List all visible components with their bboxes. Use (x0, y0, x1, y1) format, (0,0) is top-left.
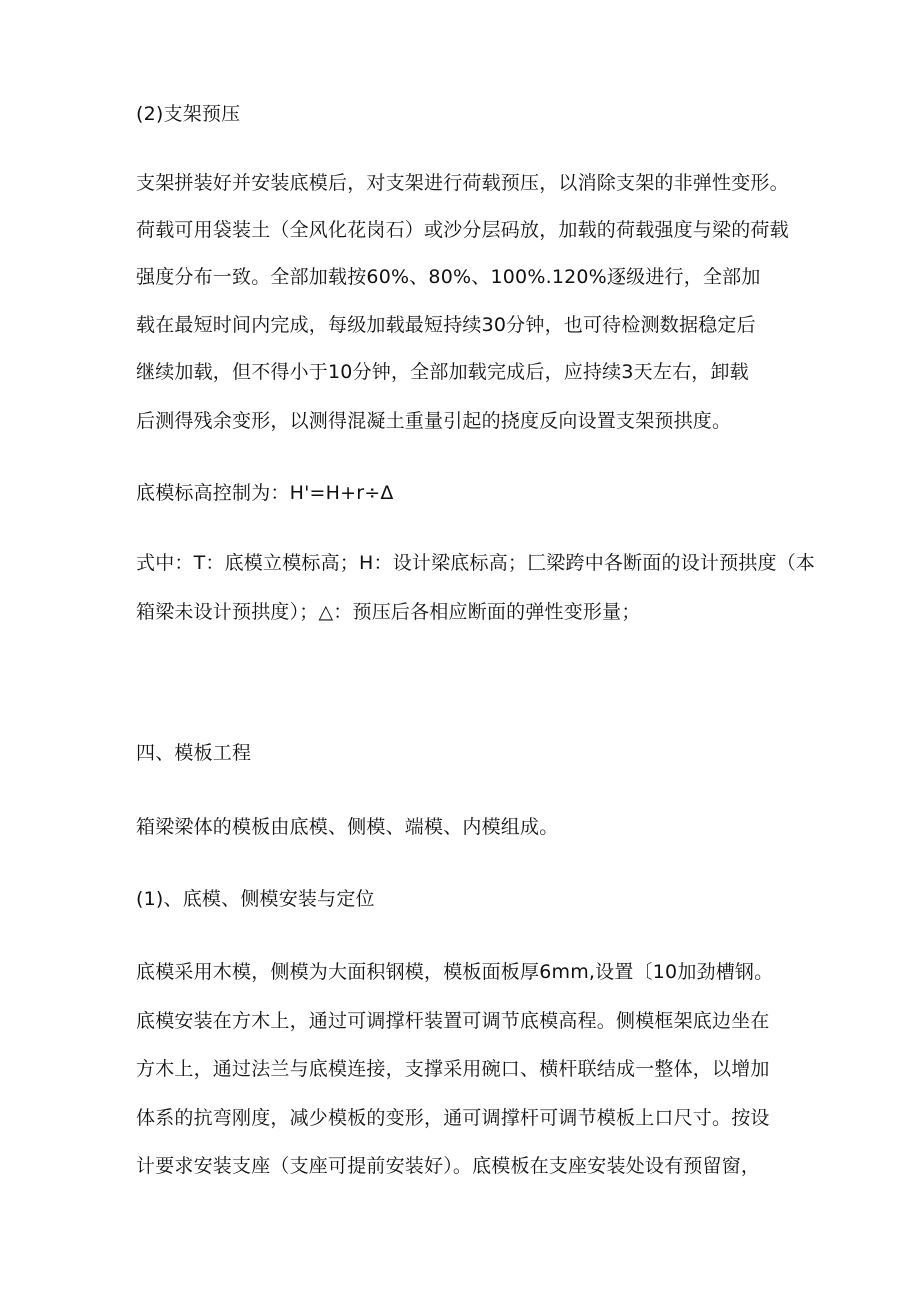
paragraph-line: 强度分布一致。全部加载按60%、80%、100%.120%逐级进行，全部加 (136, 266, 761, 288)
formula-line: 底模标高控制为：H'=H+r÷Δ (136, 482, 394, 504)
intro-paragraph: 箱梁梁体的模板由底模、侧模、端模、内模组成。 (136, 816, 559, 838)
paragraph-line: 载在最短时间内完成，每级加载最短持续30分钟，也可待检测数据稳定后 (136, 314, 756, 336)
paragraph-line: 继续加载，但不得小于10分钟，全部加载完成后，应持续3天左右，卸载 (136, 361, 749, 383)
paragraph-line: 底模采用木模，侧模为大面积钢模，模板面板厚6mm,设置〔10加劲槽钢。 (136, 961, 774, 983)
paragraph-line: 荷载可用袋装土（全风化花岗石）或沙分层码放，加载的荷载强度与梁的荷载 (136, 219, 789, 241)
paragraph-line: 体系的抗弯刚度，减少模板的变形，通可调撑杆可调节模板上口尺寸。按设 (136, 1107, 770, 1129)
subheading-bottom-side-forms: (1)、底模、侧模安装与定位 (136, 888, 375, 910)
section-heading-support-preload: (2)支架预压 (136, 103, 241, 125)
note-line: 式中：T：底模立模标高；H：设计梁底标高；匚梁跨中各断面的设计预拱度（本 (136, 552, 816, 574)
paragraph-line: 支架拼装好并安装底模后，对支架进行荷载预压，以消除支架的非弹性变形。 (136, 172, 789, 194)
note-line: 箱梁未设计预拱度）；△：预压后各相应断面的弹性变形量； (136, 601, 641, 623)
paragraph-line: 底模安装在方木上，通过可调撑杆装置可调节底模高程。侧模框架底边坐在 (136, 1010, 770, 1032)
paragraph-line: 方木上，通过法兰与底模连接，支撑采用碗口、横杆联结成一整体，以增加 (136, 1058, 770, 1080)
paragraph-line: 计要求安装支座（支座可提前安装好）。底模板在支座安装处设有预留窗， (136, 1155, 761, 1177)
section-heading-formwork: 四、模板工程 (136, 742, 252, 764)
paragraph-line: 后测得残余变形，以测得混凝土重量引起的挠度反向设置支架预拱度。 (136, 410, 732, 432)
